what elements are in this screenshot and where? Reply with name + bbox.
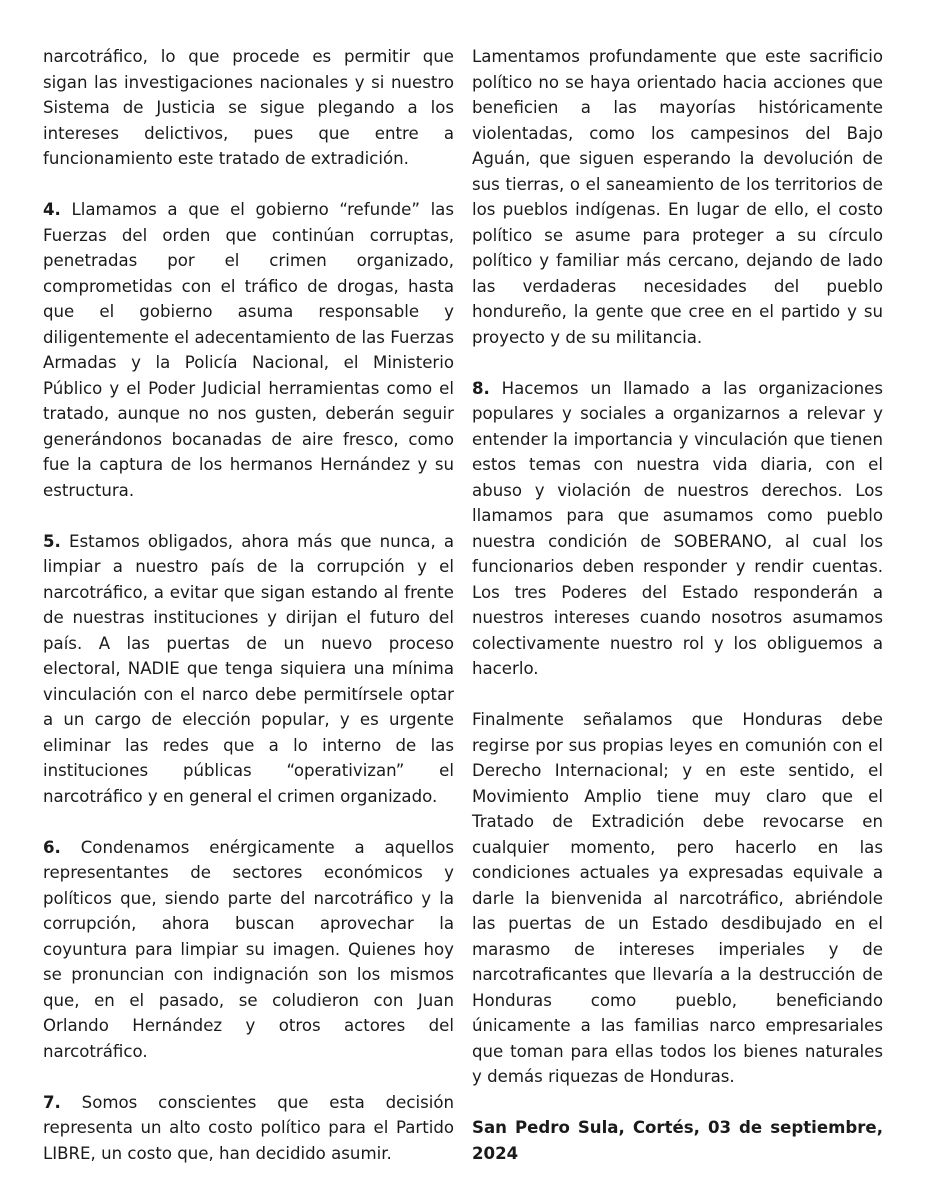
paragraph-7 — [43, 1090, 454, 1167]
paragraph-number: 8. — [472, 378, 490, 398]
paragraph-text: Somos conscientes que esta decisión representa un alto costo político para el Partido LIBRE, un costo que, han decidido asumir. — [43, 1092, 454, 1163]
paragraph-6 — [43, 835, 454, 1065]
right-column — [472, 44, 883, 1200]
paragraph-text: Hacemos un llamado a las organizaciones populares y sociales a organizarnos a relevar y entender la importancia y vinculación que tienen estos temas con nuestra vida diaria, con el abuso y violación de nuestros derechos. Los llamamos para que asumamos como pueblo nuestra condición de SOBERANO, al cual los funcionarios deben responder y rendir cuentas. Los tres Poderes del Estado responderán a nuestros intereses cuando nosotros asumamos colectivamente nuestro rol y los obliguemos a hacerlo. — [472, 378, 884, 678]
paragraph-final — [472, 707, 883, 1090]
paragraph-text: Estamos obligados, ahora más que nunca, a limpiar a nuestro país de la corrupción y el narcotráfico, a evitar que sigan estando al frente de nuestras instituciones y dirijan el futuro del país. A las puertas de un nuevo proceso electoral, NADIE que tenga siquiera una mínima vinculación con el narco debe permitírsele optar a un cargo de elección popular, y es urgente eliminar las redes que a lo interno de las instituciones públicas “operativizan” el narcotráfico y en general el crimen organizado. — [43, 531, 454, 806]
paragraph-number: 7. — [43, 1092, 61, 1112]
paragraph-text: Condenamos enérgicamente a aquellos representantes de sectores económicos y políticos que, siendo parte del narcotráfico y la corrupción, ahora buscan aprovechar la coyuntura para limpiar su imagen. Quienes hoy se pronuncian con indignación son los mismos que, en el pasado, se coludieron con Juan Orlando Hernández y otros actores del narcotráfico. — [43, 837, 454, 1061]
paragraph-text: Finalmente señalamos que Honduras debe regirse por sus propias leyes en comunión con el Derecho Internacional; y en este sentido, el Movimiento Amplio tiene muy claro que el Tratado de Extradición debe revocarse en cualquier momento, pero hacerlo en las condiciones actuales ya expresadas equivale a darle la bienvenida al narcotráfico, abriéndole las puertas de un Estado desdibujado en el marasmo de intereses imperiales y de narcotraficantes que llevaría a la destrucción de Honduras como pueblo, beneficiando únicamente a las familias narco empresariales que toman para ellas todos los bienes naturales y demás riquezas de Honduras. — [472, 710, 883, 1086]
paragraph-number: 6. — [43, 837, 61, 857]
paragraph-number: 4. — [43, 200, 61, 219]
paragraph-8 — [472, 376, 883, 682]
paragraph-text: Lamentamos profundamente que este sacrificio político no se haya orientado hacia acciones que beneficien a las mayorías históricamente violentadas, como los campesinos del Bajo Aguán, que siguen esperando la devolución de sus tierras, o el saneamiento de los territorios de los pueblos indígenas. En lugar de ello, el costo político se asume para proteger a su círculo político y familiar más cercano, dejando de lado las verdaderas necesidades del pueblo hondureño, la gente que cree en el partido y su proyecto y de su militancia. — [472, 47, 883, 347]
paragraph-5 — [43, 529, 454, 810]
paragraph-text: Llamamos a que el gobierno “refunde” las Fuerzas del orden que continúan corruptas, penetradas por el crimen organizado, comprometidas con el tráfico de drogas, hasta que el gobierno asuma responsable y diligentemente el adecentamiento de las Fuerzas Armadas y la Policía Nacional, el Ministerio Público y el Poder Judicial herramientas como el tratado, aunque no nos gusten, deberán seguir generándonos bocanadas de aire fresco, como fue la captura de los hermanos Hernández y su estructura. — [43, 200, 454, 500]
paragraph-number: 5. — [43, 531, 61, 551]
left-column — [43, 44, 454, 1200]
paragraph-7-continuation — [472, 44, 883, 350]
paragraph-4 — [43, 197, 454, 503]
paragraph-text: narcotráfico, lo que procede es permitir que sigan las investigaciones nacionales y si nuestro Sistema de Justicia se sigue plegando a los intereses delictivos, pues que entre a funcionamiento este tratado de extradición. — [43, 47, 454, 168]
paragraph-continuation — [43, 44, 454, 172]
signature-place-date: San Pedro Sula, Cortés, 03 de septiembre, 2024 — [472, 1118, 883, 1163]
